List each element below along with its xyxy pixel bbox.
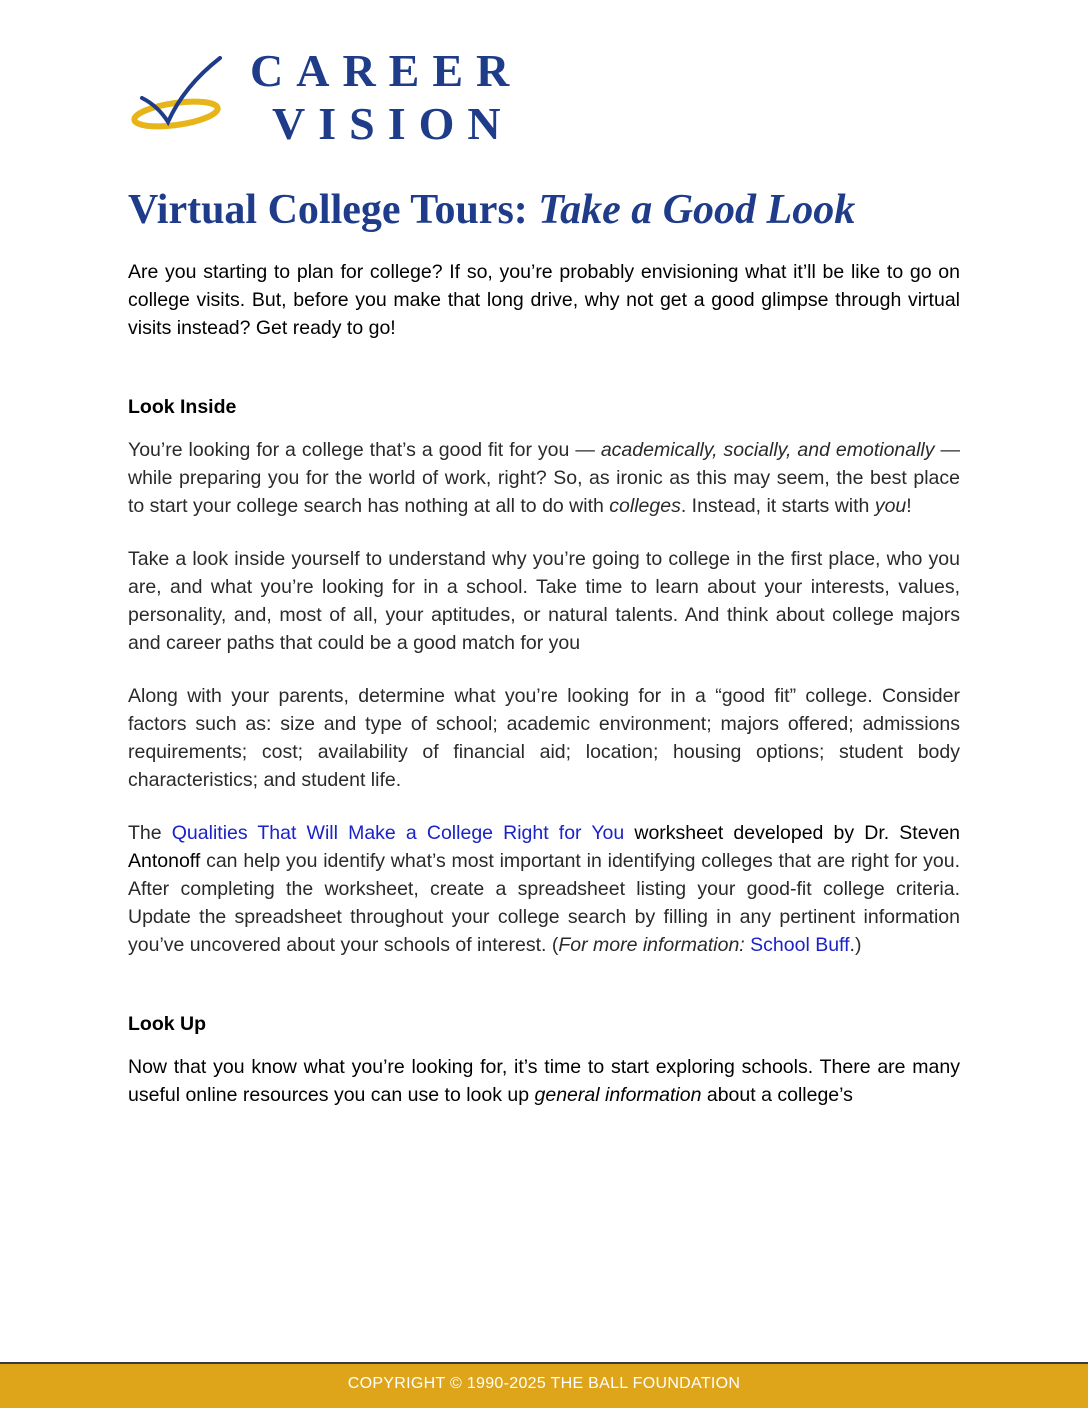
text-run: You’re looking for a college that’s a good fit for you — bbox=[128, 439, 601, 461]
logo-line-career: CAREER bbox=[250, 45, 523, 96]
text-run: — while preparing you for the world of work, right? So, as ironic as this may seem, the best place to start your college search has nothing at all to do with bbox=[128, 439, 961, 517]
qualities-worksheet-link[interactable]: Qualities That Will Make a College Right for You bbox=[171, 822, 625, 844]
title-italic: Take a Good Look bbox=[538, 187, 856, 233]
checkmark-swoosh-icon bbox=[128, 56, 228, 136]
copyright-footer: COPYRIGHT © 1990-2025 THE BALL FOUNDATION bbox=[0, 1362, 1088, 1408]
page-title bbox=[128, 182, 855, 238]
text-run: Now that you know what you’re looking for, it’s time to start exploring schools. There are many useful online resources you can use to look up bbox=[128, 1056, 960, 1106]
text-run: worksheet developed by Dr. Steven Antonoff bbox=[128, 822, 961, 872]
text-run-italic: you bbox=[874, 495, 907, 517]
section-heading-look-up: Look Up bbox=[128, 1013, 206, 1035]
look-inside-paragraph-4 bbox=[128, 819, 960, 959]
text-run: ! bbox=[906, 495, 912, 517]
article-body bbox=[128, 258, 960, 1109]
text-run: about a college’s bbox=[701, 1084, 853, 1106]
section-heading-look-inside: Look Inside bbox=[128, 396, 237, 418]
look-inside-paragraph-1 bbox=[128, 436, 960, 520]
logo-line-vision: VISION bbox=[272, 98, 514, 149]
text-run-italic: academically, socially, and emotionally bbox=[600, 439, 935, 461]
text-run: . Instead, it starts with bbox=[680, 495, 875, 517]
text-run: can help you identify what’s most important in identifying colleges that are right for you. After completing the worksheet, create a spreadsheet listing your good-fit college criteria. Update the spreadsheet throughout your college search by filling in any pertinent information you’ve uncovered about your schools of interest. ( bbox=[128, 850, 960, 956]
text-run: .) bbox=[849, 934, 862, 956]
text-run-italic: For more information: bbox=[558, 934, 745, 956]
career-vision-logo bbox=[128, 44, 548, 154]
school-buff-link[interactable]: School Buff bbox=[750, 934, 850, 956]
look-inside-paragraph-2: Take a look inside yourself to understand why you’re going to college in the first place, who you are, and what you’re looking for in a school. Take time to learn about your interests, values, personality, and, most of all, your aptitudes, or natural talents. And think about college majors and career paths that could be a good match for you bbox=[128, 548, 960, 654]
look-inside-paragraph-3: Along with your parents, determine what you’re looking for in a “good fit” college. Consider factors such as: size and type of school; academic environment; majors offered; admissions requirements; cost; availability of financial aid; location; housing options; student body characteristics; and student life. bbox=[128, 685, 960, 791]
text-run: The bbox=[128, 822, 172, 844]
text-run-italic: colleges bbox=[609, 495, 681, 517]
title-main: Virtual College Tours: bbox=[128, 187, 539, 233]
logo-wordmark bbox=[250, 44, 522, 150]
intro-paragraph: Are you starting to plan for college? If so, you’re probably envisioning what it’ll be like to go on college visits. But, before you make that long drive, why not get a good glimpse through virtual visits instead? Get ready to go! bbox=[128, 261, 960, 339]
look-up-paragraph-1 bbox=[128, 1053, 960, 1109]
text-run-italic: general information bbox=[534, 1084, 702, 1106]
